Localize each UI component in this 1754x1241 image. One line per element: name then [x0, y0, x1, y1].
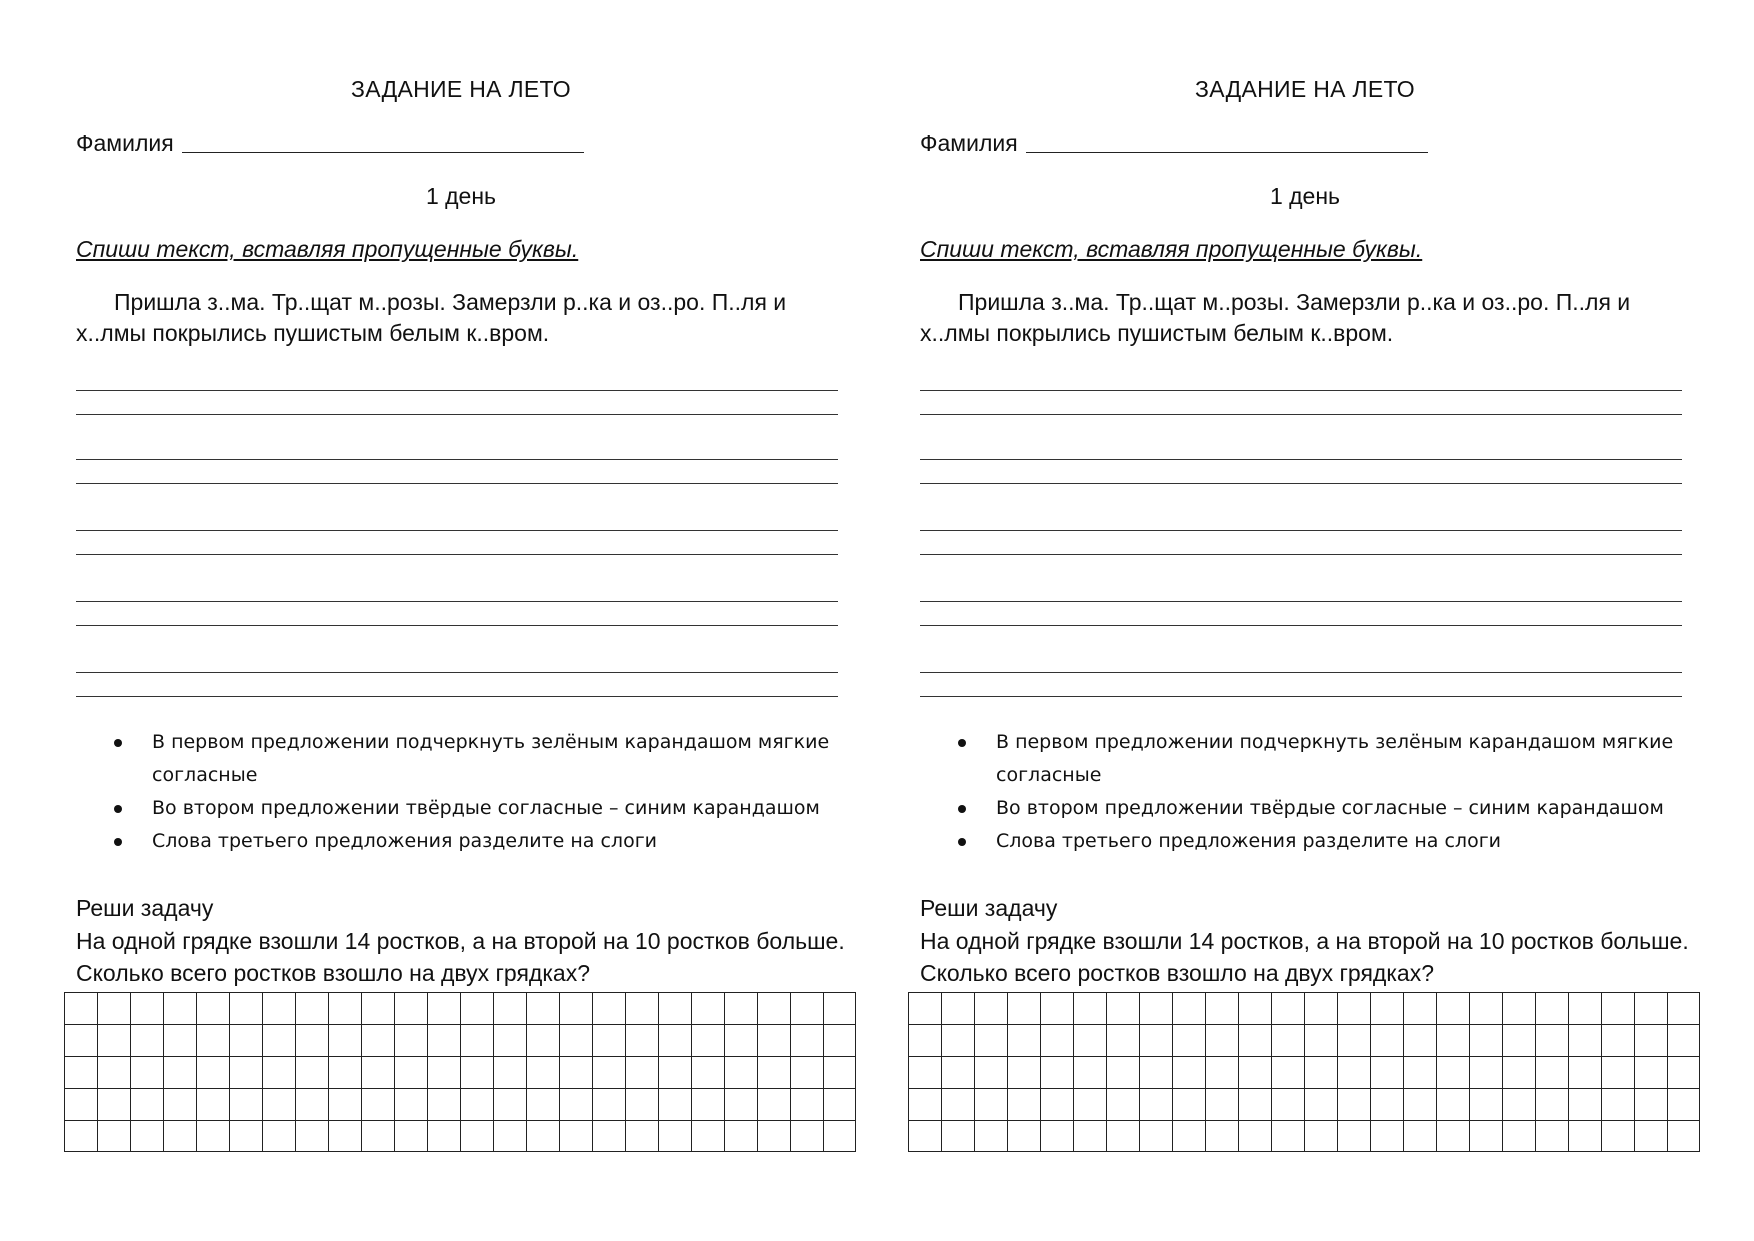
instruction: Спиши текст, вставляя пропущенные буквы. [920, 236, 1423, 262]
surname-label: Фамилия [76, 130, 174, 156]
writing-line[interactable] [76, 483, 838, 484]
bullet-text: Во втором предложении твёрдые согласные – синим карандашом [996, 797, 1664, 819]
writing-line[interactable] [920, 601, 1682, 602]
bullet-dot-icon [114, 805, 122, 813]
writing-line[interactable] [76, 530, 838, 531]
surname-blank[interactable] [182, 151, 584, 153]
worksheet-title: ЗАДАНИЕ НА ЛЕТО [351, 76, 571, 102]
bullet-dot-icon [958, 805, 966, 813]
writing-line[interactable] [920, 696, 1682, 697]
writing-line[interactable] [76, 459, 838, 460]
bullet-list [954, 726, 1674, 858]
writing-line[interactable] [76, 554, 838, 555]
writing-line[interactable] [920, 625, 1682, 626]
task-heading: Реши задачу [920, 895, 1058, 921]
bullet-dot-icon [958, 739, 966, 747]
day-label: 1 день [1269, 183, 1341, 209]
worksheet-right [844, 0, 1689, 1241]
bullet-dot-icon [958, 838, 966, 846]
bullet-dot-icon [114, 739, 122, 747]
writing-line[interactable] [76, 696, 838, 697]
writing-line[interactable] [920, 414, 1682, 415]
surname-blank[interactable] [1026, 151, 1428, 153]
bullet-item [954, 792, 1674, 825]
bullet-item [954, 726, 1674, 792]
surname-row [76, 130, 584, 157]
day-label: 1 день [425, 183, 497, 209]
passage: Пришла з..ма. Тр..щат м..розы. Замерзли р..ка и оз..ро. П..ля и х..лмы покрылись пушистым белым к..вром. [920, 289, 1631, 346]
worksheet-left [0, 0, 845, 1241]
bullet-text: В первом предложении подчеркнуть зелёным карандашом мягкие согласные [152, 731, 830, 786]
writing-line[interactable] [920, 672, 1682, 673]
answer-grid[interactable] [64, 992, 856, 1152]
bullet-text: Во втором предложении твёрдые согласные – синим карандашом [152, 797, 820, 819]
task-text: На одной грядке взошли 14 ростков, а на второй на 10 ростков больше. Сколько всего ростков взошло на двух грядках? [76, 928, 845, 986]
bullet-item [110, 825, 830, 858]
writing-line[interactable] [76, 625, 838, 626]
surname-label: Фамилия [920, 130, 1018, 156]
bullet-item [954, 825, 1674, 858]
instruction: Спиши текст, вставляя пропущенные буквы. [76, 236, 579, 262]
writing-line[interactable] [920, 459, 1682, 460]
bullet-item [110, 726, 830, 792]
bullet-dot-icon [114, 838, 122, 846]
answer-grid[interactable] [908, 992, 1700, 1152]
task-heading: Реши задачу [76, 895, 214, 921]
bullet-item [110, 792, 830, 825]
writing-line[interactable] [920, 530, 1682, 531]
bullet-text: Слова третьего предложения разделите на слоги [996, 830, 1502, 852]
task-text: На одной грядке взошли 14 ростков, а на второй на 10 ростков больше. Сколько всего ростков взошло на двух грядках? [920, 928, 1689, 986]
writing-line[interactable] [920, 554, 1682, 555]
writing-line[interactable] [920, 483, 1682, 484]
bullet-text: Слова третьего предложения разделите на слоги [152, 830, 658, 852]
writing-line[interactable] [76, 390, 838, 391]
writing-line[interactable] [76, 601, 838, 602]
bullet-text: В первом предложении подчеркнуть зелёным карандашом мягкие согласные [996, 731, 1674, 786]
worksheet-title: ЗАДАНИЕ НА ЛЕТО [1195, 76, 1415, 102]
bullet-list [110, 726, 830, 858]
surname-row [920, 130, 1428, 157]
passage: Пришла з..ма. Тр..щат м..розы. Замерзли р..ка и оз..ро. П..ля и х..лмы покрылись пушистым белым к..вром. [76, 289, 787, 346]
writing-line[interactable] [76, 414, 838, 415]
writing-line[interactable] [76, 672, 838, 673]
writing-line[interactable] [920, 390, 1682, 391]
